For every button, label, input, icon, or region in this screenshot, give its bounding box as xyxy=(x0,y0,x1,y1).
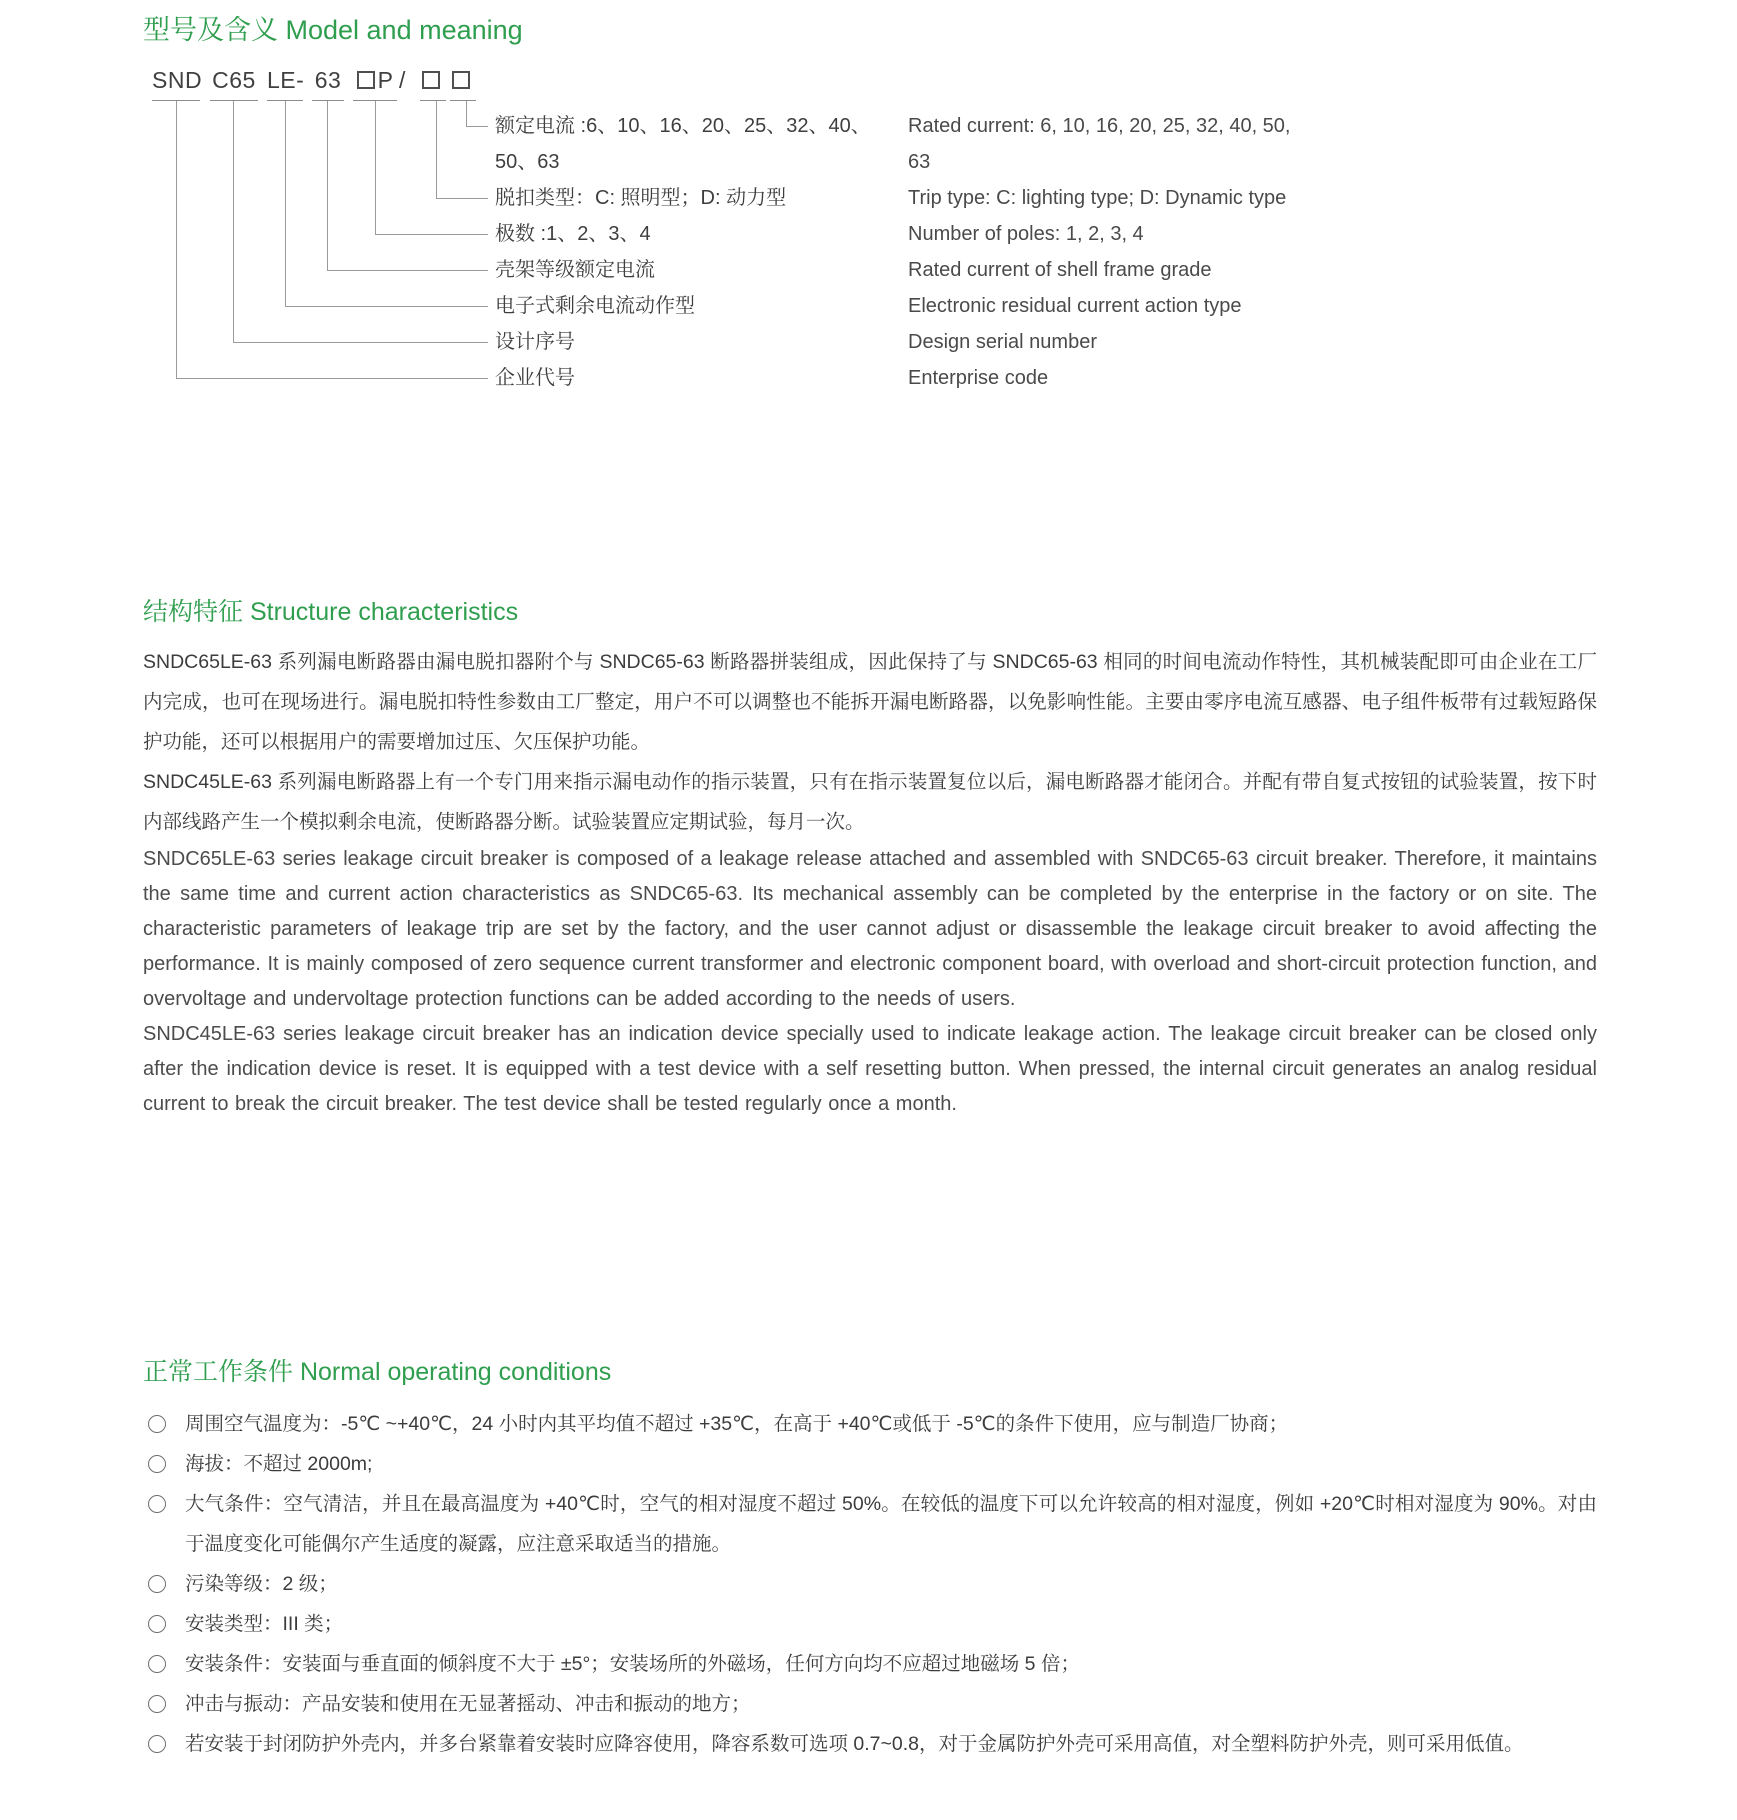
list-item-text: 安装条件：安装面与垂直面的倾斜度不大于 ±5°；安装场所的外磁场，任何方向均不应超过地磁场 5 倍； xyxy=(185,1653,1080,1675)
list-item-text: 冲击与振动：产品安装和使用在无显著摇动、冲击和振动的地方； xyxy=(185,1693,751,1715)
model-segment-prefix: SND xyxy=(152,66,200,101)
label-row xyxy=(143,288,1597,324)
label-cn: 额定电流 :6、10、16、20、25、32、40、 xyxy=(495,115,871,137)
structure-paragraph-en-2: SNDC45LE-63 series leakage circuit breaker has an indication device specially used to indicate leakage action. The leakage circuit breaker can be closed only after the indication device is reset. It is equipped with a test device with a self resetting button. When pressed, the internal circuit generates an analog residual current to break the circuit breaker. The test device shall be tested regularly once a month. xyxy=(143,1023,1597,1115)
bullet-circle-icon xyxy=(148,1695,166,1713)
rated-current-box-icon xyxy=(452,71,470,89)
conditions-section xyxy=(143,1352,1597,1764)
list-item-text: 污染等级：2 级； xyxy=(185,1573,338,1595)
model-segment-series: C65 xyxy=(210,66,258,101)
pole-letter: P xyxy=(377,67,394,93)
list-item-text: 安装类型：III 类； xyxy=(185,1613,344,1635)
list-item xyxy=(143,1684,1597,1724)
list-item xyxy=(143,1444,1597,1484)
model-slash: / xyxy=(399,67,406,93)
model-segment-trip xyxy=(420,66,446,101)
label-cn: 电子式剩余电流动作型 xyxy=(495,295,695,317)
structure-paragraph-cn-2: SNDC45LE-63 系列漏电断路器上有一个专门用来指示漏电动作的指示装置，只有在指示装置复位以后，漏电断路器才能闭合。并配有带自复式按钮的试验装置，按下时内部线路产生一个模拟剩余电流，使断路器分断。试验装置应定期试验，每月一次。 xyxy=(143,771,1597,833)
label-row xyxy=(143,360,1597,396)
bullet-circle-icon xyxy=(148,1655,166,1673)
label-en: Electronic residual current action type xyxy=(908,295,1242,317)
label-row xyxy=(143,252,1597,288)
label-cn: 设计序号 xyxy=(495,331,575,353)
label-en: Trip type: C: lighting type; D: Dynamic type xyxy=(908,187,1287,209)
list-item-text: 大气条件：空气清洁，并且在最高温度为 +40℃时，空气的相对湿度不超过 50%。在较低的温度下可以允许较高的相对湿度，例如 +20℃时相对湿度为 90%。对由于温度变化可能偶尔产生适度的凝露，应注意采取适当的措施。 xyxy=(185,1493,1597,1555)
model-code-diagram xyxy=(143,61,1597,453)
label-en: Enterprise code xyxy=(908,367,1049,389)
trip-type-box-icon xyxy=(422,71,440,89)
structure-paragraph-en-1: SNDC65LE-63 series leakage circuit breaker is composed of a leakage release attached and assembled with SNDC65-63 circuit breaker. Therefore, it maintains the same time and current action characteristics as SNDC65-63. Its mechanical assembly can be completed by the enterprise in the factory or on site. The characteristic parameters of leakage trip are set by the factory, and the user cannot adjust or disassemble the leakage circuit breaker to avoid affecting the performance. It is mainly composed of zero sequence current transformer and electronic component board, with overload and short-circuit protection function, and overvoltage and undervoltage protection functions can be added according to the needs of users. xyxy=(143,848,1597,1010)
model-section xyxy=(143,8,1597,453)
label-row xyxy=(143,324,1597,360)
model-segment-type: LE- xyxy=(267,66,303,101)
label-en: Design serial number xyxy=(908,331,1097,353)
label-en: Number of poles: 1, 2, 3, 4 xyxy=(908,223,1144,245)
label-en: 63 xyxy=(908,151,931,173)
list-item xyxy=(143,1564,1597,1604)
label-cn: 脱扣类型：C: 照明型；D: 动力型 xyxy=(495,187,787,209)
label-cn: 企业代号 xyxy=(495,367,575,389)
list-item xyxy=(143,1604,1597,1644)
list-item xyxy=(143,1644,1597,1684)
label-en: Rated current: 6, 10, 16, 20, 25, 32, 40, 50, xyxy=(908,115,1291,137)
label-cn: 极数 :1、2、3、4 xyxy=(495,223,651,245)
model-segment-poles xyxy=(353,66,397,101)
bullet-circle-icon xyxy=(148,1615,166,1633)
list-item-text: 若安装于封闭防护外壳内，并多台紧靠着安装时应降容使用，降容系数可选项 0.7~0.8，对于金属防护外壳可采用高值，对全塑料防护外壳，则可采用低值。 xyxy=(185,1733,1524,1755)
structure-section xyxy=(143,592,1597,1122)
label-en: Rated current of shell frame grade xyxy=(908,259,1212,281)
pole-count-box-icon xyxy=(357,71,375,89)
bullet-circle-icon xyxy=(148,1575,166,1593)
structure-paragraph-cn-1: SNDC65LE-63 系列漏电断路器由漏电脱扣器附个与 SNDC65-63 断路器拼装组成，因此保持了与 SNDC65-63 相同的时间电流动作特性，其机械装配即可由企业在工厂内完成，也可在现场进行。漏电脱扣特性参数由工厂整定，用户不可以调整也不能拆开漏电断路器，以免影响性能。主要由零序电流互感器、电子组件板带有过载短路保护功能，还可以根据用户的需要增加过压、欠压保护功能。 xyxy=(143,651,1597,753)
conditions-list xyxy=(143,1404,1597,1764)
label-row xyxy=(143,108,1597,144)
bullet-circle-icon xyxy=(148,1455,166,1473)
list-item xyxy=(143,1724,1597,1764)
label-row xyxy=(143,180,1597,216)
page-content xyxy=(143,0,1597,1820)
label-cn: 50、63 xyxy=(495,151,560,173)
label-row xyxy=(143,144,1597,180)
model-section-title: 型号及含义 Model and meaning xyxy=(143,15,523,45)
bullet-circle-icon xyxy=(148,1415,166,1433)
list-item xyxy=(143,1484,1597,1564)
bullet-circle-icon xyxy=(148,1495,166,1513)
structure-section-title: 结构特征 Structure characteristics xyxy=(143,598,519,626)
model-segment-shell: 63 xyxy=(312,66,344,101)
conditions-section-title: 正常工作条件 Normal operating conditions xyxy=(143,1358,612,1386)
list-item-text: 海拔：不超过 2000m; xyxy=(185,1453,373,1475)
list-item xyxy=(143,1404,1597,1444)
bullet-circle-icon xyxy=(148,1735,166,1753)
model-segment-current xyxy=(450,66,476,101)
label-row xyxy=(143,216,1597,252)
list-item-text: 周围空气温度为：-5℃ ~+40℃，24 小时内其平均值不超过 +35℃，在高于 +40℃或低于 -5℃的条件下使用，应与制造厂协商； xyxy=(185,1413,1289,1435)
label-cn: 壳架等级额定电流 xyxy=(495,259,655,281)
model-code xyxy=(143,61,476,101)
